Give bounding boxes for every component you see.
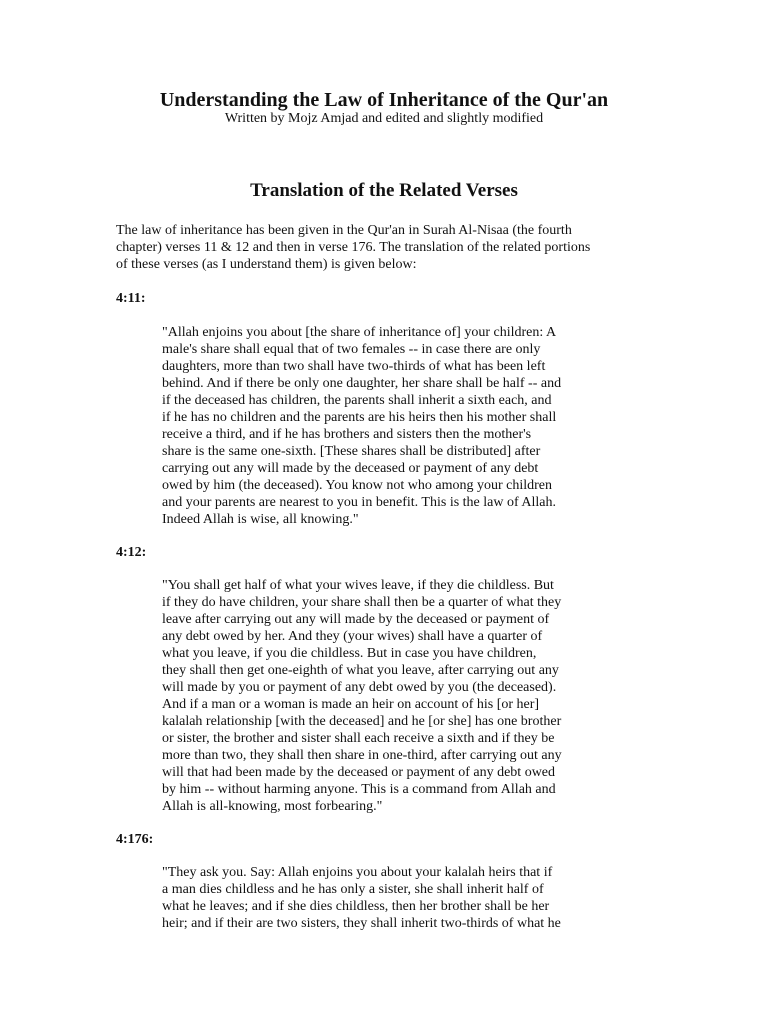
- document-subtitle: Written by Mojz Amjad and edited and slightly modified: [224, 111, 544, 126]
- verse-text-4-12: [162, 577, 632, 815]
- verse-line: carrying out any will made by the deceased or payment of any debt: [162, 461, 539, 476]
- verse-text-4-11: [162, 324, 632, 528]
- verse-line: any debt owed by her. And they (your wives) shall have a quarter of: [162, 629, 543, 644]
- verse-line: what he leaves; and if she dies childless, then her brother shall be her: [162, 899, 550, 914]
- verse-line: heir; and if their are two sisters, they shall inherit two-thirds of what he: [162, 916, 561, 931]
- verse-line: a man dies childless and he has only a sister, she shall inherit half of: [162, 882, 544, 897]
- verse-line: if he has no children and the parents are his heirs then his mother shall: [162, 410, 557, 425]
- verse-line: daughters, more than two shall have two-thirds of what has been left: [162, 359, 546, 374]
- verse-line: and your parents are nearest to you in benefit. This is the law of Allah.: [162, 495, 556, 510]
- verse-line: will that had been made by the deceased or payment of any debt owed: [162, 765, 556, 780]
- intro-paragraph: [116, 222, 656, 273]
- verse-line: Indeed Allah is wise, all knowing.": [162, 512, 359, 527]
- intro-line: chapter) verses 11 & 12 and then in verse 176. The translation of the related portions: [116, 240, 591, 255]
- verse-line: will made by you or payment of any debt owed by you (the deceased).: [162, 680, 557, 695]
- verse-line: "They ask you. Say: Allah enjoins you about your kalalah heirs that if: [162, 865, 553, 880]
- verse-label-4-12: 4:12:: [116, 545, 147, 560]
- verse-label-4-176: 4:176:: [116, 832, 154, 847]
- verse-line: "Allah enjoins you about [the share of inheritance of] your children: A: [162, 325, 557, 340]
- section-heading: Translation of the Related Verses: [250, 180, 518, 201]
- verse-line: more than two, they shall then share in one-third, after carrying out any: [162, 748, 562, 763]
- verse-text-4-176: [162, 864, 632, 932]
- verse-line: And if a man or a woman is made an heir on account of his [or her]: [162, 697, 540, 712]
- verse-line: by him -- without harming anyone. This is a command from Allah and: [162, 782, 556, 797]
- verse-line: leave after carrying out any will made by the deceased or payment of: [162, 612, 550, 627]
- verse-label-4-11: 4:11:: [116, 291, 146, 306]
- verse-line: behind. And if there be only one daughter, her share shall be half -- and: [162, 376, 562, 391]
- intro-line: of these verses (as I understand them) is given below:: [116, 257, 417, 272]
- intro-line: The law of inheritance has been given in the Qur'an in Surah Al-Nisaa (the fourth: [116, 223, 572, 238]
- verse-line: share is the same one-sixth. [These shares shall be distributed] after: [162, 444, 541, 459]
- verse-line: Allah is all-knowing, most forbearing.": [162, 799, 383, 814]
- verse-line: if they do have children, your share shall then be a quarter of what they: [162, 595, 562, 610]
- verse-line: "You shall get half of what your wives leave, if they die childless. But: [162, 578, 554, 593]
- verse-line: or sister, the brother and sister shall each receive a sixth and if they be: [162, 731, 555, 746]
- verse-line: owed by him (the deceased). You know not who among your children: [162, 478, 552, 493]
- verse-line: kalalah relationship [with the deceased] and he [or she] has one brother: [162, 714, 562, 729]
- verse-line: they shall then get one-eighth of what you leave, after carrying out any: [162, 663, 559, 678]
- document-title: Understanding the Law of Inheritance of the Qur'an: [159, 89, 609, 111]
- verse-line: receive a third, and if he has brothers and sisters then the mother's: [162, 427, 532, 442]
- verse-line: male's share shall equal that of two females -- in case there are only: [162, 342, 541, 357]
- verse-line: what you leave, if you die childless. But in case you have children,: [162, 646, 537, 661]
- verse-line: if the deceased has children, the parents shall inherit a sixth each, and: [162, 393, 552, 408]
